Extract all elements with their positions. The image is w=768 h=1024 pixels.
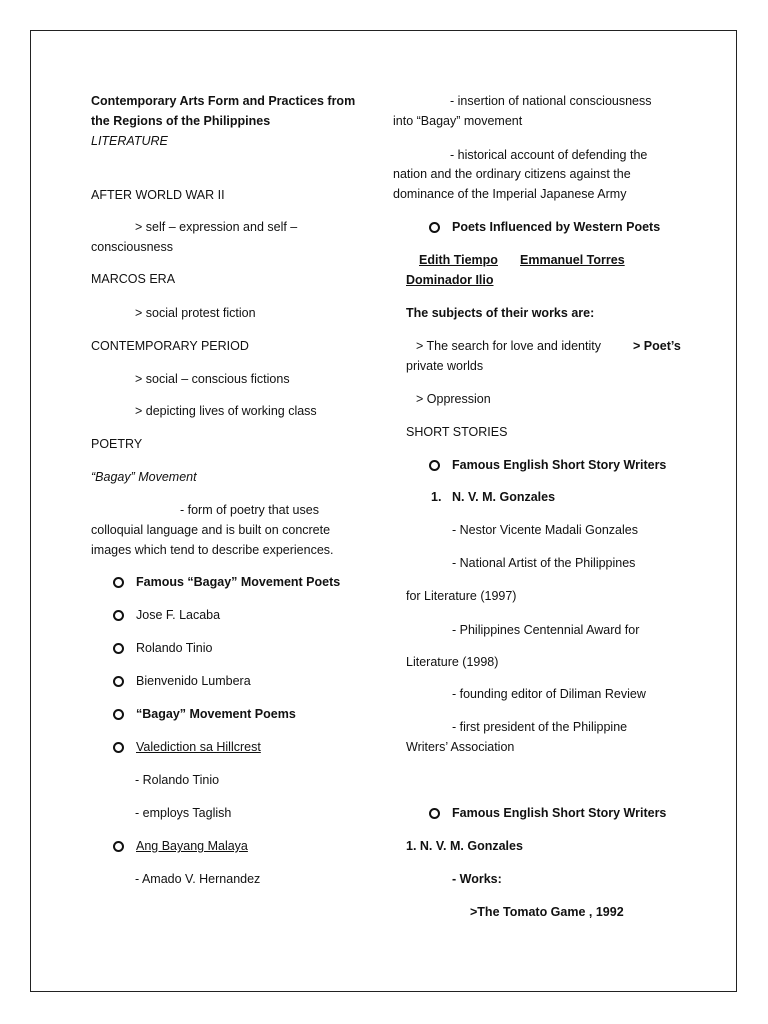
- writer-name: N. V. M. Gonzales: [452, 490, 556, 504]
- hollow-bullet-icon: [113, 841, 124, 852]
- subjects-heading: The subjects of their works are:: [406, 306, 595, 320]
- poem-bayang-malaya-author: - Amado V. Hernandez: [135, 872, 261, 886]
- poem-valediction-note: - employs Taglish: [135, 806, 232, 820]
- first-president-line2: Writers’ Association: [406, 740, 515, 754]
- works-label: - Works:: [452, 872, 502, 886]
- short-stories-heading: SHORT STORIES: [406, 425, 508, 439]
- bagay-definition-line3: images which tend to describe experiences.: [91, 543, 334, 557]
- bagay-definition-line2: colloquial language and is built on concrete: [91, 523, 331, 537]
- hollow-bullet-icon: [113, 742, 124, 753]
- work-tomato-game: >The Tomato Game , 1992: [470, 905, 624, 919]
- subject-poets-worlds-line1: > Poet’s: [633, 339, 681, 353]
- hollow-bullet-icon: [113, 709, 124, 720]
- marcos-era-item: > social protest fiction: [135, 306, 256, 320]
- bagay-movement-heading: “Bagay” Movement: [91, 470, 197, 484]
- contemporary-item1: > social – conscious fictions: [135, 372, 290, 386]
- after-ww2-item-line2: consciousness: [91, 240, 173, 254]
- poet-tinio: Rolando Tinio: [136, 641, 213, 655]
- poet-torres: Emmanuel Torres: [520, 253, 625, 267]
- bagay-definition-line1: - form of poetry that uses: [180, 503, 319, 517]
- short-story-writers-heading-repeat: Famous English Short Story Writers: [452, 806, 667, 820]
- hollow-bullet-icon: [429, 460, 440, 471]
- insertion-line1: - insertion of national consciousness: [450, 94, 652, 108]
- historical-line2: nation and the ordinary citizens against the: [393, 167, 631, 181]
- marcos-era-heading: MARCOS ERA: [91, 272, 176, 286]
- poem-valediction: Valediction sa Hillcrest: [136, 740, 261, 754]
- poetry-heading: POETRY: [91, 437, 143, 451]
- hollow-bullet-icon: [113, 610, 124, 621]
- hollow-bullet-icon: [429, 808, 440, 819]
- national-artist-line1: - National Artist of the Philippines: [452, 556, 636, 570]
- short-story-writers-heading: Famous English Short Story Writers: [452, 458, 667, 472]
- subject-search-love: > The search for love and identity: [416, 339, 601, 353]
- western-poets-heading: Poets Influenced by Western Poets: [452, 220, 661, 234]
- contemporary-item2: > depicting lives of working class: [135, 404, 317, 418]
- first-president-line1: - first president of the Philippine: [452, 720, 628, 734]
- contemporary-period-heading: CONTEMPORARY PERIOD: [91, 339, 249, 353]
- after-ww2-item-line1: > self – expression and self –: [135, 220, 298, 234]
- centennial-award-line1: - Philippines Centennial Award for: [452, 623, 640, 637]
- subject-oppression: > Oppression: [416, 392, 491, 406]
- poem-bayang-malaya: Ang Bayang Malaya: [136, 839, 248, 853]
- national-artist-line2: for Literature (1997): [406, 589, 517, 603]
- founding-editor: - founding editor of Diliman Review: [452, 687, 646, 701]
- document-subtitle: LITERATURE: [91, 134, 168, 148]
- centennial-award-line2: Literature (1998): [406, 655, 499, 669]
- document-title-line2: the Regions of the Philippines: [91, 114, 271, 128]
- poet-lumbera: Bienvenido Lumbera: [136, 674, 251, 688]
- hollow-bullet-icon: [113, 676, 124, 687]
- hollow-bullet-icon: [113, 577, 124, 588]
- historical-line3: dominance of the Imperial Japanese Army: [393, 187, 627, 201]
- insertion-line2: into “Bagay” movement: [393, 114, 523, 128]
- historical-line1: - historical account of defending the: [450, 148, 648, 162]
- bagay-poets-heading: Famous “Bagay” Movement Poets: [136, 575, 341, 589]
- bagay-poems-heading: “Bagay” Movement Poems: [136, 707, 296, 721]
- poet-tiempo: Edith Tiempo: [419, 253, 498, 267]
- after-ww2-heading: AFTER WORLD WAR II: [91, 188, 225, 202]
- document-title-line1: Contemporary Arts Form and Practices from: [91, 94, 356, 108]
- poet-lacaba: Jose F. Lacaba: [136, 608, 221, 622]
- hollow-bullet-icon: [429, 222, 440, 233]
- writer-name-repeat: 1. N. V. M. Gonzales: [406, 839, 523, 853]
- poet-ilio: Dominador Ilio: [406, 273, 494, 287]
- writer-number: 1.: [431, 490, 442, 504]
- writer-full-name: - Nestor Vicente Madali Gonzales: [452, 523, 638, 537]
- hollow-bullet-icon: [113, 643, 124, 654]
- poem-valediction-author: - Rolando Tinio: [135, 773, 220, 787]
- subject-poets-worlds-line2: private worlds: [406, 359, 484, 373]
